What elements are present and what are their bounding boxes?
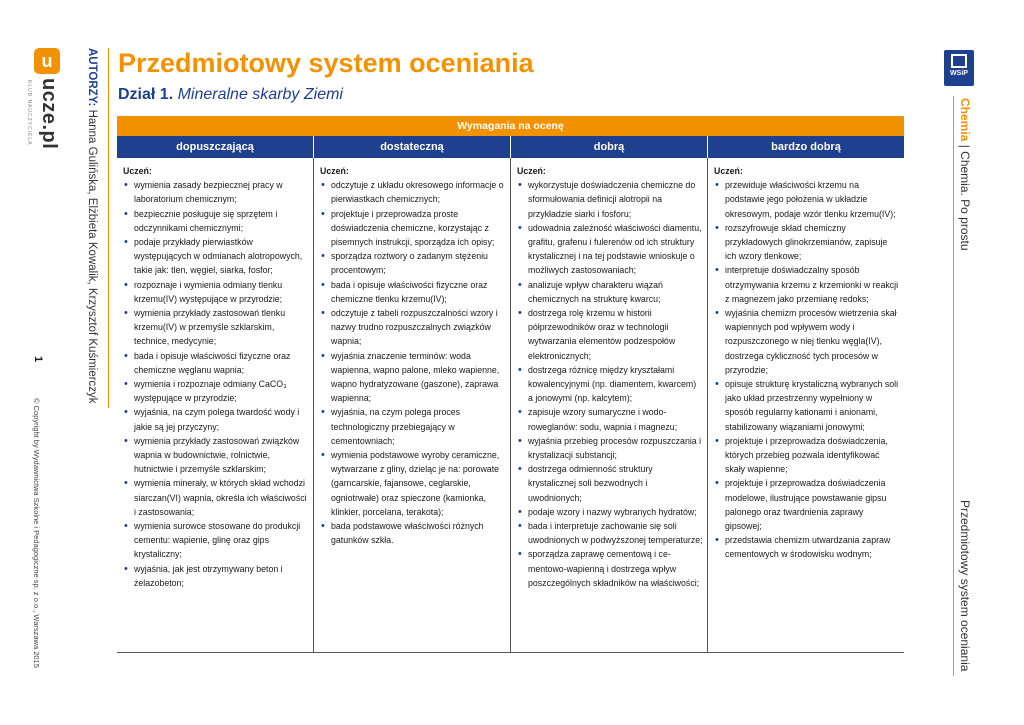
requirement-item: • wyjaśnia chemizm procesów wietrzenia skał wapiennych pod wpływem wody i rozpuszczonego w niej tlenku węgla(IV), dostrzega cykliczność tych procesów w przyrodzie;	[714, 306, 900, 377]
requirements-table	[117, 116, 904, 653]
requirements-list	[517, 178, 703, 590]
requirement-item: • sporządza zaprawę cementową i ce-mentowo-wapienną i dostrzega wpływ poszczególnych składników na właściwości;	[517, 547, 703, 590]
requirement-item: • wykorzystuje doświadczenia chemiczne do sformułowania definicji alotropii na przykładzie siarki i fosforu;	[517, 178, 703, 221]
requirement-item: • wymienia i rozpoznaje odmiany CaCO₃ występujące w przyrodzie;	[123, 377, 309, 405]
requirement-item: • dostrzega odmienność struktury krystalicznej soli bezwodnych i uwodnionych;	[517, 462, 703, 505]
requirement-item: • wyjaśnia przebieg procesów rozpuszczania i krystalizacji substancji;	[517, 434, 703, 462]
requirement-item: • rozpoznaje i wymienia odmiany tlenku krzemu(IV) występujące w przyrodzie;	[123, 278, 309, 306]
column-dostateczna	[314, 158, 511, 652]
logo-word: ucze.pl	[38, 78, 60, 150]
requirement-item: • wyjaśnia, na czym polega twardość wody i jakie są jej przyczyny;	[123, 405, 309, 433]
requirement-item: • zapisuje wzory sumaryczne i wodo-roweglanów: sodu, wapnia i magnezu;	[517, 405, 703, 433]
requirement-item: • wyjaśnia, na czym polega proces technologiczny przebiegający w cementowniach;	[320, 405, 506, 448]
column-intro: Uczeń:	[320, 166, 349, 176]
requirement-item: • sporządza roztwory o zadanym stężeniu procentowym;	[320, 249, 506, 277]
page-number: 1	[32, 356, 44, 363]
requirement-item: • wymienia przykłady zastosowań związków wapnia w budownictwie, rolnictwie, hutnictwie i przemyśle szklarskim;	[123, 434, 309, 477]
requirement-item: • dostrzega różnicę między kryształami kowalencyjnymi (np. diamentem, kwarcem) a jonowymi (np. kalcytem);	[517, 363, 703, 406]
requirement-item: • rozszyfrowuje skład chemiczny przykładowych glinokrzemianów, zapisuje ich wzory tlenkowe;	[714, 221, 900, 264]
requirement-item: • opisuje strukturę krystaliczną wybranych soli jako układ przestrzenny wypełniony w sposób regularny kationami i anionami, stabilizowany wiązaniami jonowymi;	[714, 377, 900, 434]
requirement-item: • analizuje wpływ charakteru wiązań chemicznych na strukturę kwarcu;	[517, 278, 703, 306]
requirement-item: • przedstawia chemizm utwardzania zapraw cementowych w środowisku wodnym;	[714, 533, 900, 561]
requirement-item: • bezpiecznie posługuje się sprzętem i odczynnikami chemicznymi;	[123, 207, 309, 235]
document-label: Przedmiotowy system oceniania	[958, 500, 972, 672]
column-header-dopuszczajaca: dopuszczającą	[117, 136, 314, 158]
logo-mark-icon: u	[34, 48, 60, 74]
column-dopuszczajaca	[117, 158, 314, 652]
requirement-item: • wymienia surowce stosowane do produkcji cementu: wapienie, glinę oraz gips krystaliczny;	[123, 519, 309, 562]
authors-label: AUTORZY:	[86, 48, 98, 107]
logo-subtitle: KLUB NAUCZYCIELA	[26, 80, 32, 146]
requirement-item: • wymienia podstawowe wyroby ceramiczne, wytwarzane z gliny, dzieląc je na: porowate (garncarskie, fajansowe, ceglarskie, ogniotrwałe) oraz spieczone (kamionka, klinkier, porcelana, terakota);	[320, 448, 506, 519]
column-intro: Uczeń:	[714, 166, 743, 176]
requirement-item: • podaje wzory i nazwy wybranych hydratów;	[517, 505, 703, 519]
table-column-headers	[117, 136, 904, 158]
requirement-item: • wyjaśnia, jak jest otrzymywany beton i żelazobeton;	[123, 562, 309, 590]
requirement-item: • bada podstawowe właściwości różnych gatunków szkła.	[320, 519, 506, 547]
requirement-item: • wymienia przykłady zastosowań tlenku krzemu(IV) w przemyśle szklarskim, technice, medycynie;	[123, 306, 309, 349]
requirement-item: • wyjaśnia znaczenie terminów: woda wapienna, wapno palone, mleko wapienne, wapno hydratyzowane (gaszone), zaprawa wapienna;	[320, 349, 506, 406]
requirement-item: • projektuje i przeprowadza proste doświadczenia chemiczne, korzystając z pisemnych instrukcji, sporządza ich opisy;	[320, 207, 506, 250]
requirement-item: • bada i opisuje właściwości fizyczne oraz chemiczne węglanu wapnia;	[123, 349, 309, 377]
requirement-item: • interpretuje doświadczalny sposób otrzymywania krzemu z krzemionki w reakcji z magnezem jako przemianę redoks;	[714, 263, 900, 306]
wsip-logo[interactable]	[944, 50, 974, 86]
left-strip	[0, 0, 110, 725]
column-header-bardzo-dobra: bardzo dobrą	[708, 136, 904, 158]
requirement-item: • udowadnia zależność właściwości diamentu, grafitu, grafenu i fulerenów od ich struktury krystalicznej i na tej podstawie wnioskuje o możliwych zastosowaniach;	[517, 221, 703, 278]
requirement-item: • projektuje i przeprowadza doświadczenia modelowe, ilustrujące powstawanie gipsu palonego oraz twardnienia zaprawy gipsowej;	[714, 476, 900, 533]
table-body	[117, 158, 904, 653]
authors-line	[86, 48, 98, 404]
wsip-book-icon	[951, 54, 967, 68]
requirement-item: • bada i opisuje właściwości fizyczne oraz chemiczne tlenku krzemu(IV);	[320, 278, 506, 306]
requirement-item: • wymienia zasady bezpiecznej pracy w laboratorium chemicznym;	[123, 178, 309, 206]
section-name: Mineralne skarby Ziemi	[177, 86, 343, 103]
series-label: Chemia. Po prostu	[958, 151, 972, 251]
section-subtitle	[118, 86, 343, 104]
requirement-item: • bada i interpretuje zachowanie się soli uwodnionych w podwyższonej temperaturze;	[517, 519, 703, 547]
separator: |	[958, 144, 972, 152]
requirements-list	[320, 178, 506, 547]
requirement-item: • podaje przykłady pierwiastków występujących w odmianach alotropowych, takie jak: tlen, węgiel, siarka, fosfor;	[123, 235, 309, 278]
table-group-header: Wymagania na ocenę	[117, 116, 904, 136]
requirement-item: • odczytuje z układu okresowego informacje o pierwiastkach chemicznych;	[320, 178, 506, 206]
column-bardzo-dobra	[708, 158, 904, 652]
requirement-item: • przewiduje właściwości krzemu na podstawie jego położenia w układzie okresowym, podaje wzór tlenku krzemu(IV);	[714, 178, 900, 221]
column-dobra	[511, 158, 708, 652]
column-header-dobra: dobrą	[511, 136, 708, 158]
page-title: Przedmiotowy system oceniania	[118, 48, 534, 78]
copyright-note: © Copyright by Wydawnictwa Szkolne i Pedagogiczne sp. z o.o., Warszawa 2015	[32, 398, 41, 668]
requirement-item: • projektuje i przeprowadza doświadczenia, których przebieg pozwala identyfikować skały wapienne;	[714, 434, 900, 477]
section-number: Dział 1.	[118, 86, 174, 103]
requirement-item: • wymienia minerały, w których skład wchodzi siarczan(VI) wapnia, określa ich właściwości i zastosowania;	[123, 476, 309, 519]
wsip-label: WSiP	[950, 70, 968, 77]
requirements-list	[123, 178, 309, 590]
authors-names: Hanna Gulińska, Elżbieta Kowalik, Krzysztof Kuśmierczyk	[86, 109, 98, 404]
series-line	[958, 98, 972, 251]
left-divider	[108, 48, 109, 408]
requirement-item: • dostrzega rolę krzemu w historii półprzewodników oraz w technologii wytwarzania elementów podzespołów elektronicznych;	[517, 306, 703, 363]
column-intro: Uczeń:	[517, 166, 546, 176]
column-header-dostateczna: dostateczną	[314, 136, 511, 158]
column-intro: Uczeń:	[123, 166, 152, 176]
requirement-item: • odczytuje z tabeli rozpuszczalności wzory i nazwy trudno rozpuszczalnych związków wapnia;	[320, 306, 506, 349]
requirements-list	[714, 178, 900, 561]
right-divider	[953, 96, 954, 676]
subject-label: Chemia	[958, 98, 972, 142]
